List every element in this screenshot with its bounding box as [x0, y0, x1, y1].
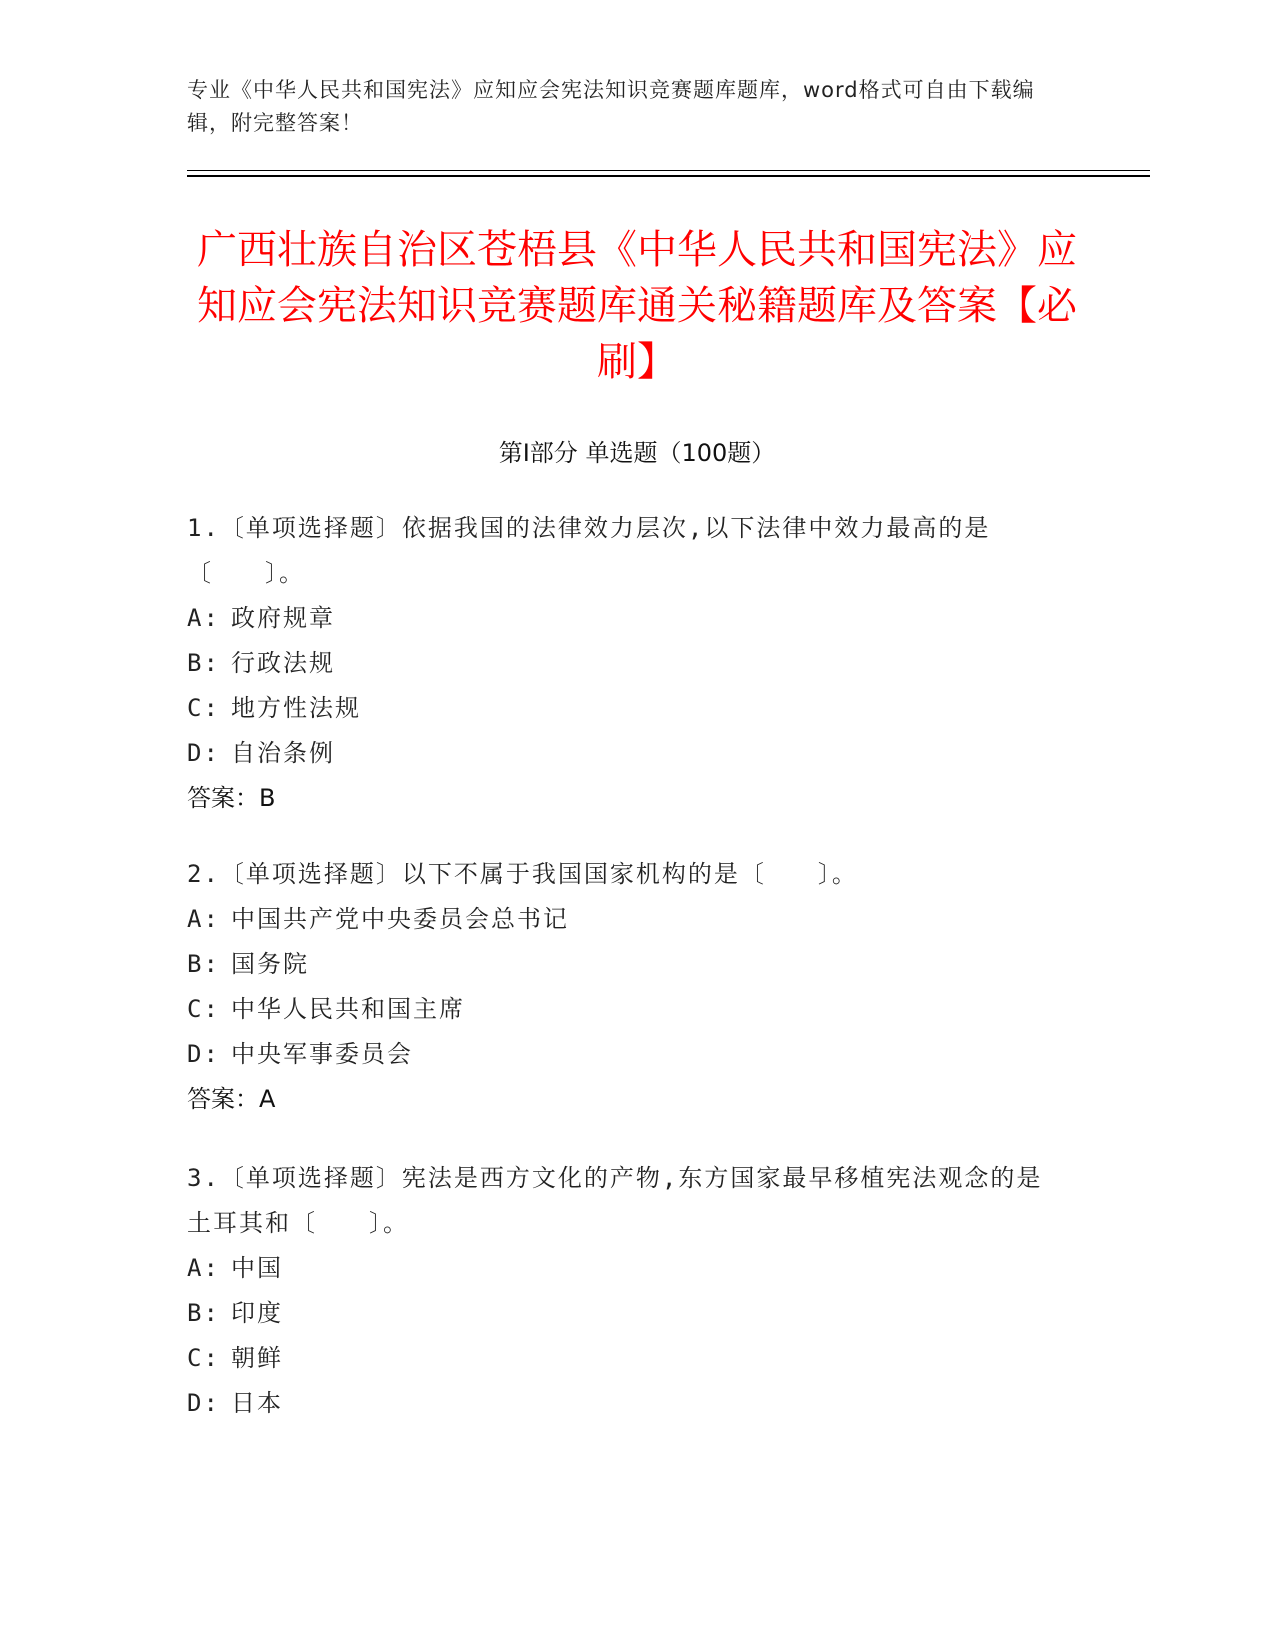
option-text: 日本 — [231, 1389, 283, 1417]
option-letter: D: — [187, 1389, 220, 1417]
question-3 — [187, 1156, 1067, 1426]
option-text: 中央军事委员会 — [231, 1040, 413, 1068]
option-letter: B: — [187, 950, 220, 978]
option-text: 地方性法规 — [231, 694, 361, 722]
option-c — [187, 686, 1067, 731]
option-text: 中国 — [231, 1254, 283, 1282]
option-text: 印度 — [231, 1299, 283, 1327]
document-title: 广西壮族自治区苍梧县《中华人民共和国宪法》应知应会宪法知识竞赛题库通关秘籍题库及答案【必刷】 — [197, 227, 1077, 385]
option-a — [187, 1246, 1067, 1291]
section-title: 第Ⅰ部分 单选题（100题） — [498, 439, 776, 467]
option-text: 自治条例 — [231, 739, 335, 767]
option-letter: C: — [187, 694, 220, 722]
option-c — [187, 1336, 1067, 1381]
option-letter: C: — [187, 1344, 220, 1372]
option-letter: D: — [187, 739, 220, 767]
header-note: 专业《中华人民共和国宪法》应知应会宪法知识竞赛题库题库，word格式可自由下载编辑，附完整答案！ — [187, 78, 1035, 135]
header-divider-top — [187, 170, 1150, 171]
option-d — [187, 1032, 1067, 1077]
option-text: 行政法规 — [231, 649, 335, 677]
option-text: 朝鲜 — [231, 1344, 283, 1372]
option-c — [187, 987, 1067, 1032]
answer-line: 答案：A — [187, 1085, 276, 1113]
option-a — [187, 897, 1067, 942]
option-a — [187, 596, 1067, 641]
option-text: 政府规章 — [231, 604, 335, 632]
option-b — [187, 1291, 1067, 1336]
answer-line: 答案：B — [187, 784, 276, 812]
question-stem: 2.〔单项选择题〕以下不属于我国国家机构的是〔 〕。 — [187, 860, 858, 888]
question-stem: 3.〔单项选择题〕宪法是西方文化的产物,东方国家最早移植宪法观念的是土耳其和〔 〕。 — [187, 1164, 1043, 1237]
option-letter: D: — [187, 1040, 220, 1068]
option-b — [187, 942, 1067, 987]
option-d — [187, 1381, 1067, 1426]
option-text: 中国共产党中央委员会总书记 — [231, 905, 569, 933]
option-letter: A: — [187, 905, 220, 933]
option-text: 国务院 — [231, 950, 309, 978]
question-1 — [187, 506, 1067, 821]
option-letter: A: — [187, 1254, 220, 1282]
option-letter: B: — [187, 649, 220, 677]
option-letter: C: — [187, 995, 220, 1023]
option-text: 中华人民共和国主席 — [231, 995, 465, 1023]
option-b — [187, 641, 1067, 686]
option-letter: B: — [187, 1299, 220, 1327]
question-stem: 1.〔单项选择题〕依据我国的法律效力层次,以下法律中效力最高的是〔 〕。 — [187, 514, 991, 587]
option-letter: A: — [187, 604, 220, 632]
header-divider-bottom — [187, 175, 1150, 177]
option-d — [187, 731, 1067, 776]
question-2 — [187, 852, 1067, 1122]
